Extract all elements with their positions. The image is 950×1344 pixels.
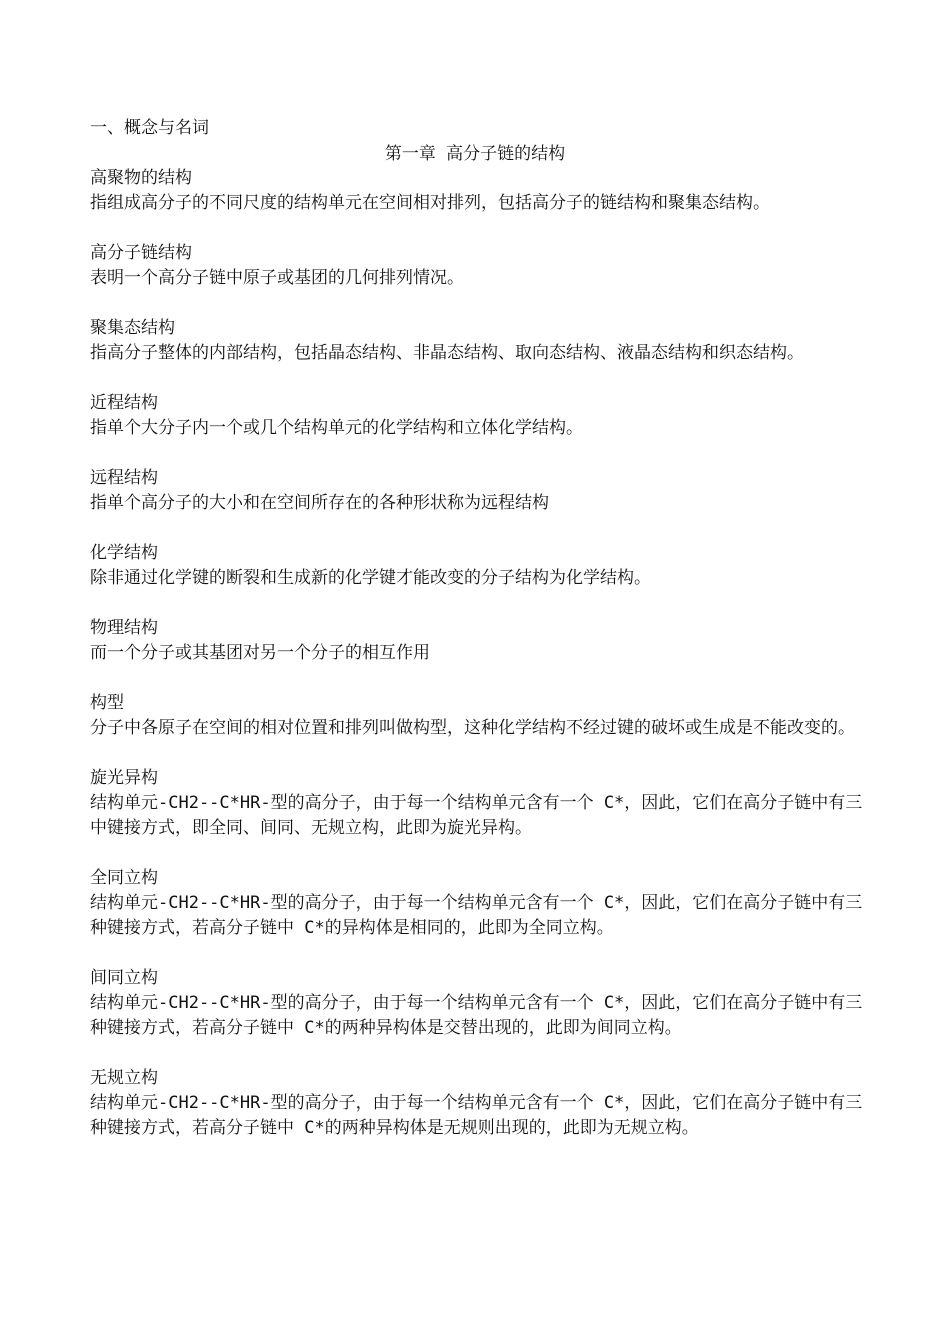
definition-entry (90, 316, 865, 366)
term-heading: 化学结构 (90, 543, 158, 563)
term-definition: 除非通过化学键的断裂和生成新的化学键才能改变的分子结构为化学结构。 (90, 568, 651, 588)
definition-entry (90, 541, 865, 591)
definition-entry (90, 241, 865, 291)
term-heading: 构型 (90, 693, 124, 713)
definition-list (90, 166, 865, 1166)
term-heading: 高聚物的结构 (90, 168, 192, 188)
definition-entry (90, 466, 865, 516)
term-definition: 分子中各原子在空间的相对位置和排列叫做构型，这种化学结构不经过键的破坏或生成是不能改变的。 (90, 718, 855, 738)
definition-entry (90, 766, 865, 841)
definition-entry (90, 166, 865, 216)
term-heading: 物理结构 (90, 618, 158, 638)
term-definition: 指高分子整体的内部结构，包括晶态结构、非晶态结构、取向态结构、液晶态结构和织态结构。 (90, 343, 804, 363)
term-definition: 表明一个高分子链中原子或基团的几何排列情况。 (90, 268, 464, 288)
chapter-title: 第一章 高分子链的结构 (384, 144, 566, 164)
term-definition: 指组成高分子的不同尺度的结构单元在空间相对排列，包括高分子的链结构和聚集态结构。 (90, 193, 770, 213)
term-heading: 聚集态结构 (90, 318, 175, 338)
term-definition: 结构单元-CH2--C*HR-型的高分子，由于每一个结构单元含有一个 C*，因此，它们在高分子链中有三种键接方式，若高分子链中 C*的两种异构体是无规则出现的，此即为无规立构。 (90, 1093, 863, 1138)
term-heading: 全同立构 (90, 868, 158, 888)
term-definition: 指单个高分子的大小和在空间所存在的各种形状称为远程结构 (90, 493, 549, 513)
term-definition: 指单个大分子内一个或几个结构单元的化学结构和立体化学结构。 (90, 418, 583, 438)
term-heading: 旋光异构 (90, 768, 158, 788)
definition-entry (90, 616, 865, 666)
term-heading: 远程结构 (90, 468, 158, 488)
definition-entry (90, 691, 865, 741)
term-heading: 无规立构 (90, 1068, 158, 1088)
term-definition: 结构单元-CH2--C*HR-型的高分子，由于每一个结构单元含有一个 C*，因此，它们在高分子链中有三种键接方式，若高分子链中 C*的两种异构体是交替出现的，此即为间同立构。 (90, 993, 863, 1038)
definition-entry (90, 391, 865, 441)
term-heading: 高分子链结构 (90, 243, 192, 263)
definition-entry (90, 966, 865, 1041)
term-definition: 而一个分子或其基团对另一个分子的相互作用 (90, 643, 430, 663)
term-definition: 结构单元-CH2--C*HR-型的高分子，由于每一个结构单元含有一个 C*，因此，它们在高分子链中有三种键接方式，若高分子链中 C*的异构体是相同的，此即为全同立构。 (90, 893, 863, 938)
term-heading: 间同立构 (90, 968, 158, 988)
term-heading: 近程结构 (90, 393, 158, 413)
definition-entry (90, 1066, 865, 1141)
section-heading: 一、概念与名词 (90, 118, 209, 138)
definition-entry (90, 866, 865, 941)
term-definition: 结构单元-CH2--C*HR-型的高分子，由于每一个结构单元含有一个 C*，因此，它们在高分子链中有三中键接方式，即全同、间同、无规立构，此即为旋光异构。 (90, 793, 863, 838)
